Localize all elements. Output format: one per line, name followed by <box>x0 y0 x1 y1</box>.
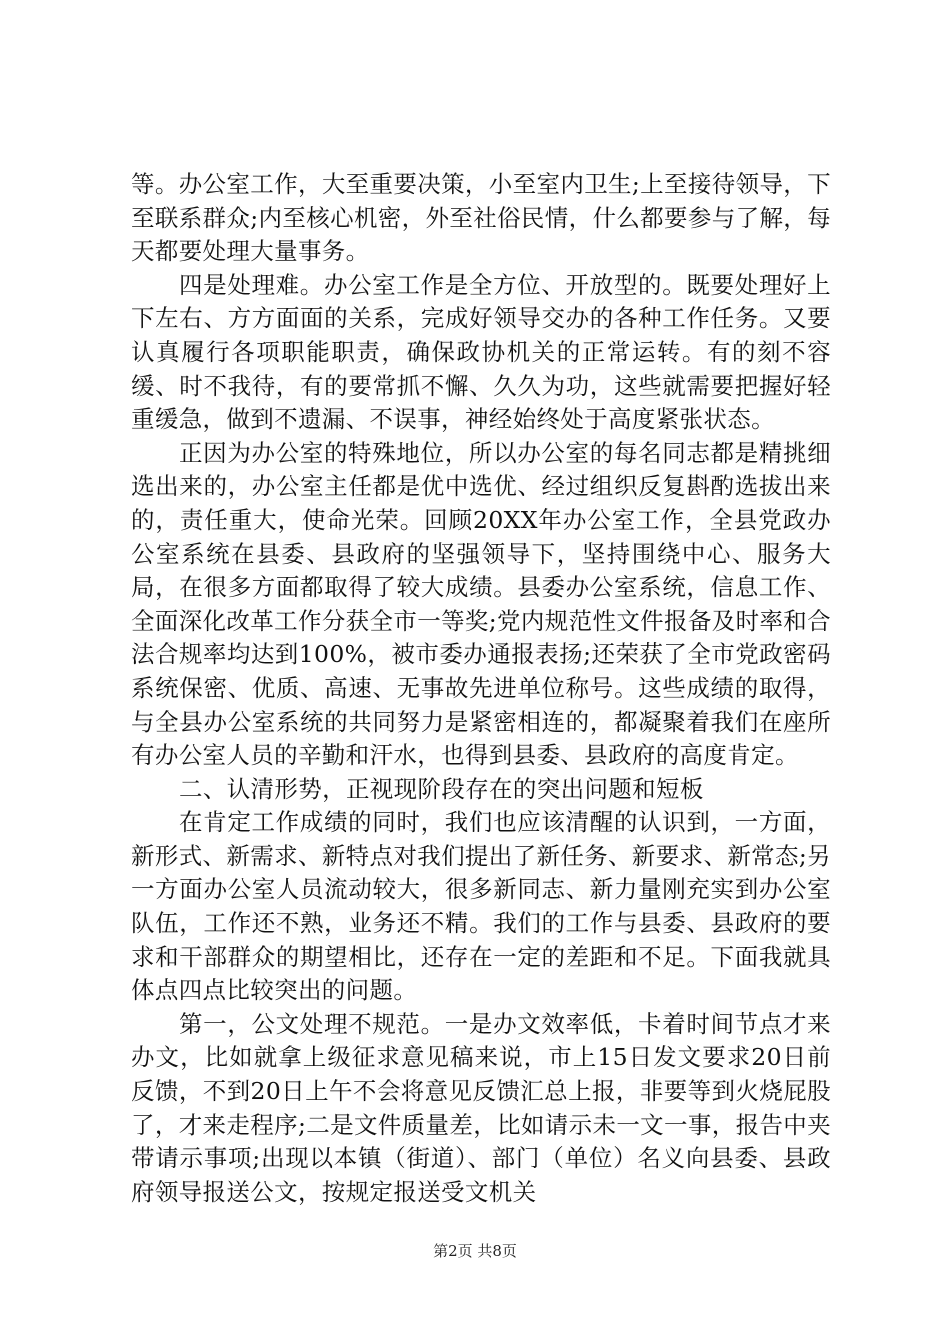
paragraph-1: 等。办公室工作，大至重要决策，小至室内卫生;上至接待领导，下至联系群众;内至核心机密，外至社俗民情，什么都要参与了解，每天都要处理大量事务。 <box>131 170 831 266</box>
section-heading: 二、认清形势，正视现阶段存在的突出问题和短板 <box>179 774 704 803</box>
paragraph-3: 正因为办公室的特殊地位，所以办公室的每名同志都是精挑细选出来的，办公室主任都是优中选优、经过组织反复斟酌选拔出来的，责任重大，使命光荣。回顾20XX年办公室工作，全县党政办公室系统在县委、县政府的坚强领导下，坚持围绕中心、服务大局，在很多方面都取得了较大成绩。县委办公室系统，信息工作、全面深化改革工作分获全市一等奖;党内规范性文件报备及时率和合法合规率均达到100%，被市委办通报表扬;还荣获了全市党政密码系统保密、优质、高速、无事故先进单位称号。这些成绩的取得，与全县办公室系统的共同努力是紧密相连的，都凝聚着我们在座所有办公室人员的辛勤和汗水，也得到县委、县政府的高度肯定。 <box>131 438 831 770</box>
paragraph-4: 在肯定工作成绩的同时，我们也应该清醒的认识到，一方面，新形式、新需求、新特点对我们提出了新任务、新要求、新常态;另一方面办公室人员流动较大，很多新同志、新力量刚充实到办公室队伍，工作还不熟，业务还不精。我们的工作与县委、县政府的要求和干部群众的期望相比，还存在一定的差距和不足。下面我就具体点四点比较突出的问题。 <box>131 808 831 1005</box>
paragraph-2: 四是处理难。办公室工作是全方位、开放型的。既要处理好上下左右、方方面面的关系，完成好领导交办的各种工作任务。又要认真履行各项职能职责，确保政协机关的正常运转。有的刻不容缓、时不我待，有的要常抓不懈、久久为功，这些就需要把握好轻重缓急，做到不遗漏、不误事，神经始终处于高度紧张状态。 <box>131 270 831 434</box>
paragraph-5: 第一，公文处理不规范。一是办文效率低，卡着时间节点才来办文，比如就拿上级征求意见稿来说，市上15日发文要求20日前反馈，不到20日上午不会将意见反馈汇总上报，非要等到火烧屁股了，才来走程序;二是文件质量差，比如请示未一文一事，报告中夹带请示事项;出现以本镇（街道）、部门（单位）名义向县委、县政府领导报送公文，按规定报送受文机关 <box>131 1009 831 1206</box>
page-footer: 第2页 共8页 <box>433 1242 517 1260</box>
document-body <box>131 168 831 1209</box>
